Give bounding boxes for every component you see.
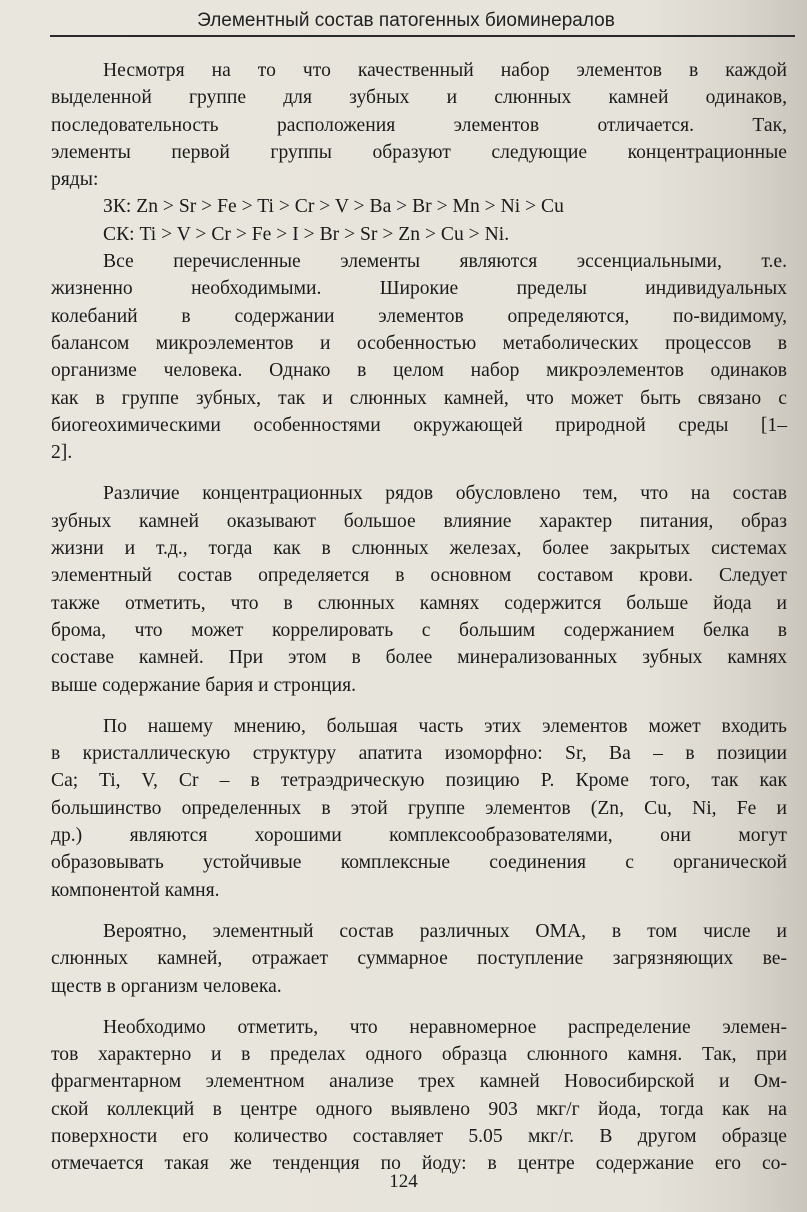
page-body [51,57,787,1178]
paragraph-gap [51,904,787,918]
running-header: Элементный состав патогенных биоминералов [197,10,615,31]
text-line: Ca; Ti, V, Cr – в тетраэдрическую позицию P. Кроме того, так как [51,770,787,792]
text-line: отмечается такая же тенденция по йоду: в центре содержание его со- [51,1153,787,1175]
header-divider [50,35,795,37]
paragraph-2 [51,248,787,466]
text-line: элементы первой группы образуют следующие концентрационные [51,141,787,163]
series-dental-stones: ЗК: Zn > Sr > Fe > Ti > Cr > V > Ba > Br > Mn > Ni > Cu [103,196,564,218]
text-line: последовательность расположения элементов отличается. Так, [51,114,787,136]
concentration-series [51,193,787,248]
text-line: как в группе зубных, так и слюнных камней, что может быть связано с [51,387,787,409]
text-line: выше содержание бария и стронция. [51,674,356,696]
text-line: ществ в организм человека. [51,975,282,997]
text-line: Все перечисленные элементы являются эссенциальными, т.е. [103,251,787,273]
paragraph-gap [51,466,787,480]
paragraph-1 [51,57,787,193]
text-line: Вероятно, элементный состав различных ОМА, в том числе и [103,920,787,942]
paragraph-3 [51,480,787,698]
text-line: Различие концентрационных рядов обусловлено тем, что на состав [103,483,787,505]
series-salivary-stones: СК: Ti > V > Cr > Fe > I > Br > Sr > Zn > Cu > Ni. [103,223,510,245]
text-line: По нашему мнению, большая часть этих элементов может входить [103,715,787,737]
text-line: компонентой камня. [51,879,220,901]
text-line: зубных камней оказывают большое влияние характер питания, образ [51,510,787,532]
text-line: выделенной группе для зубных и слюнных камней одинаков, [51,87,787,109]
text-line: образовывать устойчивые комплексные соединения с органической [51,852,787,874]
paragraph-4 [51,713,787,904]
text-line: элементный состав определяется в основном составом крови. Следует [51,565,787,587]
text-line: слюнных камней, отражает суммарное поступление загрязняющих ве- [51,948,787,970]
text-line: балансом микроэлементов и особенностью метаболических процессов в [51,332,787,354]
text-line: в кристаллическую структуру апатита изоморфно: Sr, Ba – в позиции [51,743,787,765]
text-line: биогеохимическими особенностями окружающей природной среды [1– [51,414,787,436]
paragraph-gap [51,1000,787,1014]
text-line: жизни и т.д., тогда как в слюнных железах, более закрытых системах [51,538,787,560]
text-line: большинство определенных в этой группе элементов (Zn, Cu, Ni, Fe и [51,797,787,819]
text-line: Несмотря на то что качественный набор элементов в каждой [103,60,787,81]
text-line: брома, что может коррелировать с большим содержанием белка в [51,619,787,641]
text-line: жизненно необходимыми. Широкие пределы индивидуальных [51,278,787,300]
text-line: тов характерно и в пределах одного образца слюнного камня. Так, при [51,1044,787,1066]
text-line: организме человека. Однако в целом набор микроэлементов одинаков [51,360,787,382]
text-line: Необходимо отметить, что неравномерное распределение элемен- [103,1016,787,1038]
text-line: ской коллекций в центре одного выявлено 903 мкг/г йода, тогда как на [51,1098,787,1120]
text-line: колебаний в содержании элементов определяются, по-видимому, [51,305,787,327]
text-line: составе камней. При этом в более минерализованных зубных камнях [51,647,787,669]
text-line: др.) являются хорошими комплексообразователями, они могут [51,825,787,847]
paragraph-gap [51,699,787,713]
text-line: фрагментарном элементном анализе трех камней Новосибирской и Ом- [51,1071,787,1093]
text-line: поверхности его количество составляет 5.05 мкг/г. В другом образце [51,1125,787,1147]
text-line: ряды: [51,169,99,191]
paragraph-5 [51,918,787,1000]
page-number: 124 [389,1171,418,1192]
paragraph-6 [51,1014,787,1178]
text-line: также отметить, что в слюнных камнях содержится больше йода и [51,592,787,614]
text-line: 2]. [51,442,73,464]
